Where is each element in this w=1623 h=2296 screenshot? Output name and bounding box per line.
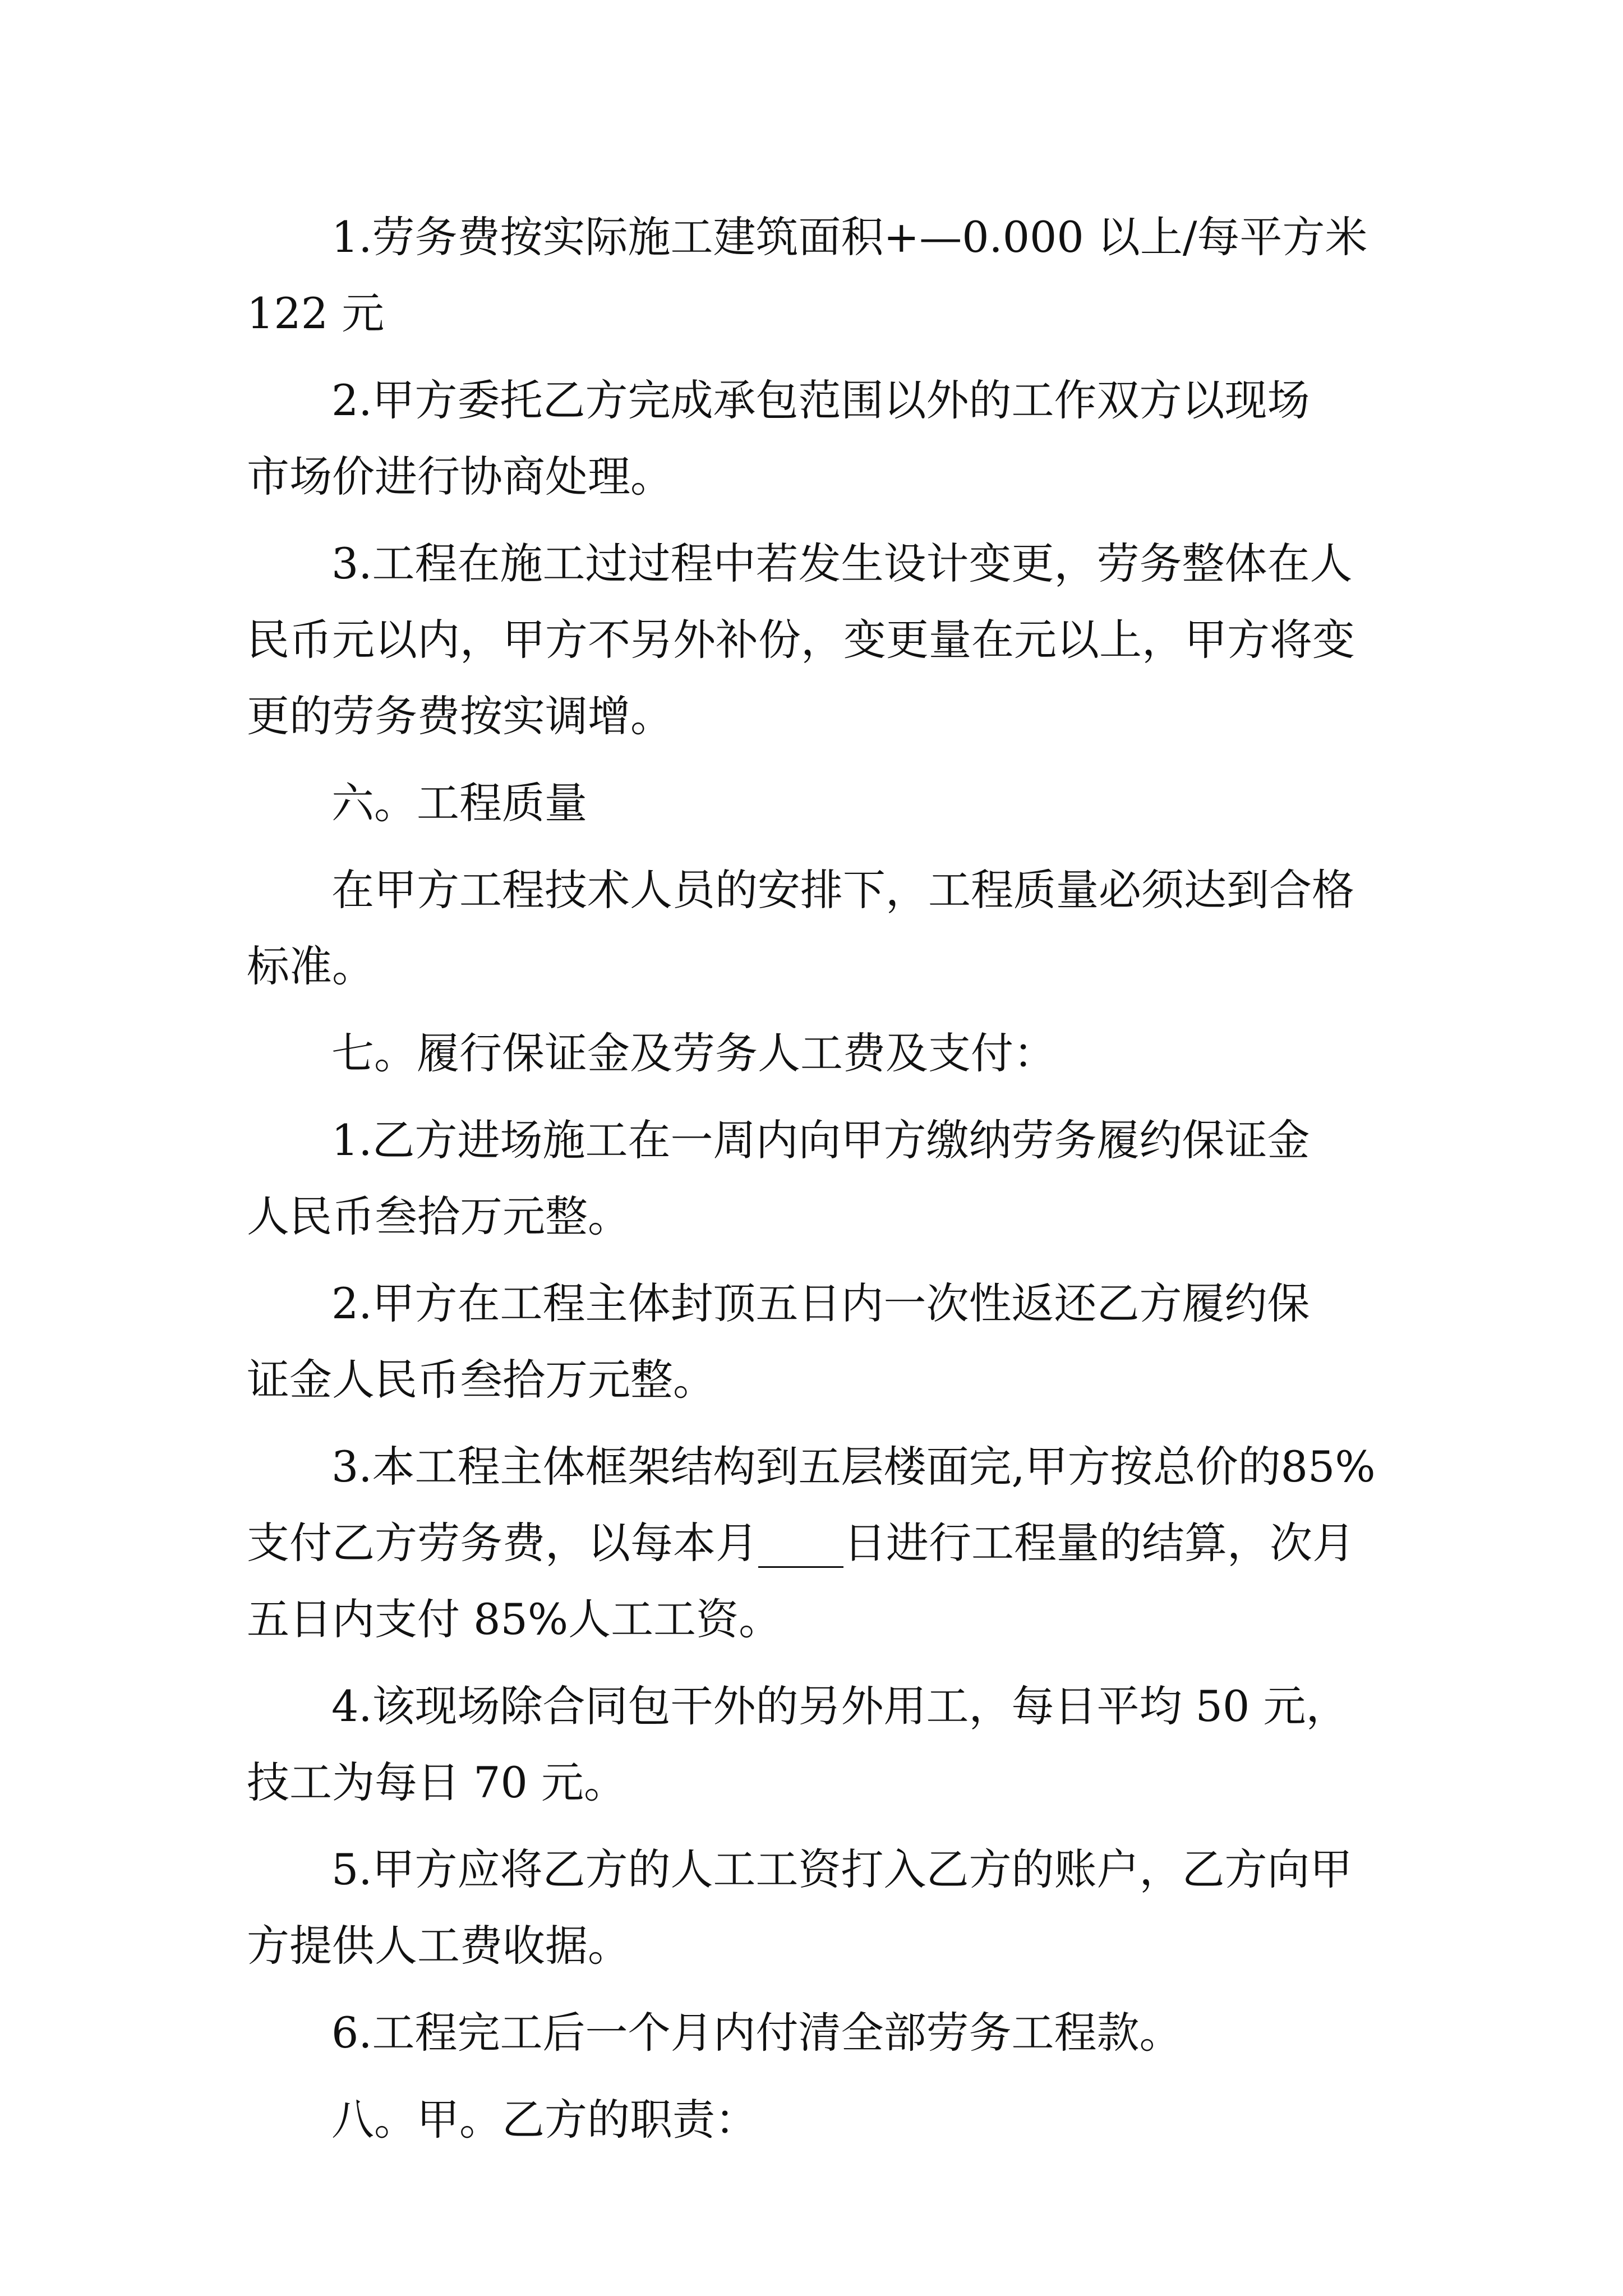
text-line: 方提供人工费收据。 xyxy=(247,1921,630,1971)
text-line: 五日内支付 85%人工工资。 xyxy=(247,1594,782,1644)
section-heading-responsibilities xyxy=(247,2082,1376,2158)
paragraph-design-change xyxy=(247,526,1376,754)
section-heading: 六。工程质量 xyxy=(331,778,587,828)
text-line: 3.工程在施工过过程中若发生设计变更，劳务整体在人 xyxy=(331,539,1353,588)
text-line: 3.本工程主体框架结构到五层楼面完,甲方按总价的85% xyxy=(331,1442,1376,1492)
paragraph-deposit-return xyxy=(247,1266,1376,1418)
section-heading-deposit-payment xyxy=(247,1015,1376,1092)
paragraph-progress-payment xyxy=(247,1429,1376,1658)
paragraph-quality-standard xyxy=(247,852,1376,1005)
text-line: 证金人民币叁拾万元整。 xyxy=(247,1355,716,1405)
paragraph-extra-work xyxy=(247,362,1376,515)
paragraph-deposit-payment xyxy=(247,1102,1376,1255)
section-heading: 七。履行保证金及劳务人工费及支付： xyxy=(331,1028,1056,1078)
text-line: 6.工程完工后一个月内付清全部劳务工程款。 xyxy=(331,2008,1182,2058)
text-line: 在甲方工程技术人员的安排下，工程质量必须达到合格 xyxy=(331,865,1354,915)
text-line: 1.乙方进场施工在一周内向甲方缴纳劳务履约保证金 xyxy=(331,1115,1310,1165)
text-line: 市场价进行协商处理。 xyxy=(247,452,673,501)
text-line: 人民币叁拾万元整。 xyxy=(247,1191,630,1241)
paragraph-final-payment xyxy=(247,1995,1376,2071)
text-line: 5.甲方应将乙方的人工工资打入乙方的账户，乙方向甲 xyxy=(331,1844,1353,1894)
section-heading: 八。甲。乙方的职责： xyxy=(331,2095,758,2145)
text-line: 2.甲方委托乙方完成承包范围以外的工作双方以现场 xyxy=(331,375,1310,425)
text-line: 更的劳务费按实调增。 xyxy=(247,691,673,741)
section-heading-quality xyxy=(247,765,1376,841)
text-line: 2.甲方在工程主体封顶五日内一次性返还乙方履约保 xyxy=(331,1278,1310,1328)
paragraph-wage-account xyxy=(247,1832,1376,1984)
text-line: 1.劳务费按实际施工建筑面积+—0.000 以上/每平方米 xyxy=(331,212,1368,262)
text-line: 4.该现场除合同包干外的另外用工，每日平均 50 元， xyxy=(331,1681,1349,1731)
text-line: 支付乙方劳务费，以每本月____日进行工程量的结算，次月 xyxy=(247,1518,1355,1568)
paragraph-labor-fee-area xyxy=(247,199,1376,352)
text-line: 标准。 xyxy=(247,941,375,991)
paragraph-extra-labor-rate xyxy=(247,1668,1376,1821)
text-line: 122 元 xyxy=(247,288,385,338)
text-line: 民币元以内，甲方不另外补份，变更量在元以上，甲方将变 xyxy=(247,615,1355,665)
text-line: 技工为每日 70 元。 xyxy=(247,1757,627,1807)
